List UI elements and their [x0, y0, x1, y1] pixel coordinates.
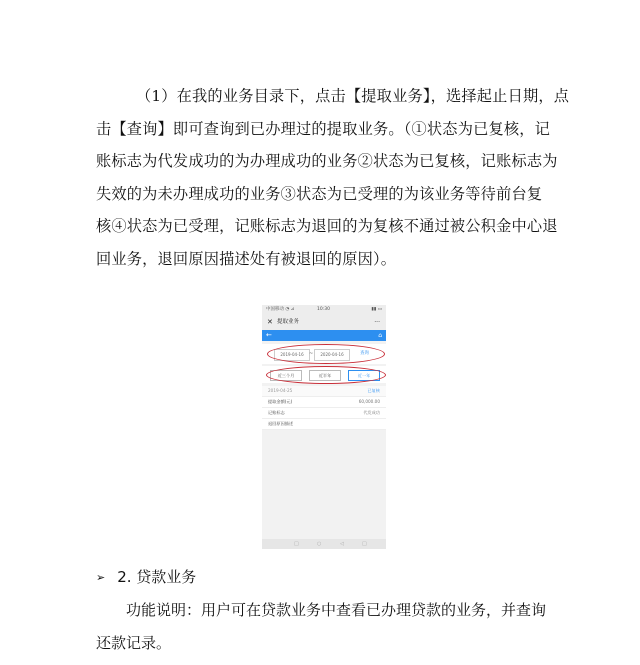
status-time: 10:30: [317, 307, 330, 312]
battery-icon: ▮▮ ▭: [371, 307, 382, 312]
page-title: 提取业务: [277, 319, 300, 325]
more-icon[interactable]: ···: [374, 319, 380, 326]
quick-range-row: [262, 366, 386, 383]
close-icon[interactable]: ✕: [267, 318, 273, 326]
paragraph-line: 击【查询】即可查询到已办理过的提取业务。（①状态为已复核，记: [96, 119, 551, 138]
range-half-year-button[interactable]: 近半年: [309, 370, 341, 381]
range-3-months-button[interactable]: 近三个月: [270, 370, 302, 381]
query-button[interactable]: 查询: [360, 351, 369, 356]
record-row: [262, 419, 386, 430]
record-card[interactable]: [262, 386, 386, 430]
phone-screenshot: [262, 305, 386, 549]
highlight-circle: [267, 344, 385, 364]
record-row-label: 退回原因描述: [268, 421, 294, 426]
home-nav-icon[interactable]: ○: [317, 541, 322, 547]
function-description: [96, 594, 556, 660]
home-icon[interactable]: ⌂: [378, 332, 382, 339]
record-row: [262, 397, 386, 408]
record-row-value: 60,000.00: [358, 399, 380, 404]
back-arrow-icon[interactable]: ←: [266, 331, 272, 339]
date-range-row: [262, 344, 386, 364]
end-date-field[interactable]: 2020-04-16: [314, 349, 350, 361]
instruction-paragraph: [96, 80, 570, 275]
highlight-circle: [266, 366, 386, 384]
paragraph-line: 回业务，退回原因描述处有被退回的原因）。: [96, 249, 397, 268]
android-nav-bar: [262, 539, 386, 549]
wechat-title-bar: [262, 315, 386, 330]
paragraph-line: 核④状态为已受理，记账标志为退回的为复核不通过被公积金中心退: [96, 217, 558, 235]
record-date: 2019-04-25: [268, 388, 293, 393]
record-header: [262, 386, 386, 397]
carrier-text: 中国移动 ◔ ⊿: [266, 307, 295, 312]
record-row-label: 提取金额(元): [268, 399, 293, 404]
range-one-year-button[interactable]: 近一年: [348, 370, 380, 381]
phone-status-bar: [262, 305, 386, 315]
section-heading: [96, 566, 196, 589]
recent-apps-icon[interactable]: □: [362, 541, 367, 547]
paragraph-line: （1）在我的业务目录下，点击【提取业务】，选择起止日期，点: [136, 87, 570, 105]
paragraph-line: 还款记录。: [96, 634, 172, 652]
status-badge: 已复核: [367, 388, 380, 393]
record-row-value: 代发成功: [363, 410, 380, 415]
bullet-arrow-icon: ➢: [96, 571, 106, 584]
paragraph-line: 功能说明：用户可在贷款业务中查看已办理贷款的业务，并查询: [126, 601, 547, 619]
section-title: 2. 贷款业务: [117, 568, 197, 586]
menu-icon[interactable]: □: [294, 541, 299, 547]
start-date-field[interactable]: 2019-04-16: [274, 349, 310, 361]
record-row: [262, 408, 386, 419]
paragraph-line: 失效的为未办理成功的业务③状态为已受理的为该业务等待前台复: [96, 184, 543, 203]
back-nav-icon[interactable]: ◁: [340, 541, 344, 547]
app-header: [262, 330, 386, 341]
record-row-label: 记账标志: [268, 410, 285, 415]
date-separator: ~: [309, 351, 314, 357]
paragraph-line: 账标志为代发成功的为办理成功的业务②状态为已复核，记账标志为: [96, 152, 558, 170]
